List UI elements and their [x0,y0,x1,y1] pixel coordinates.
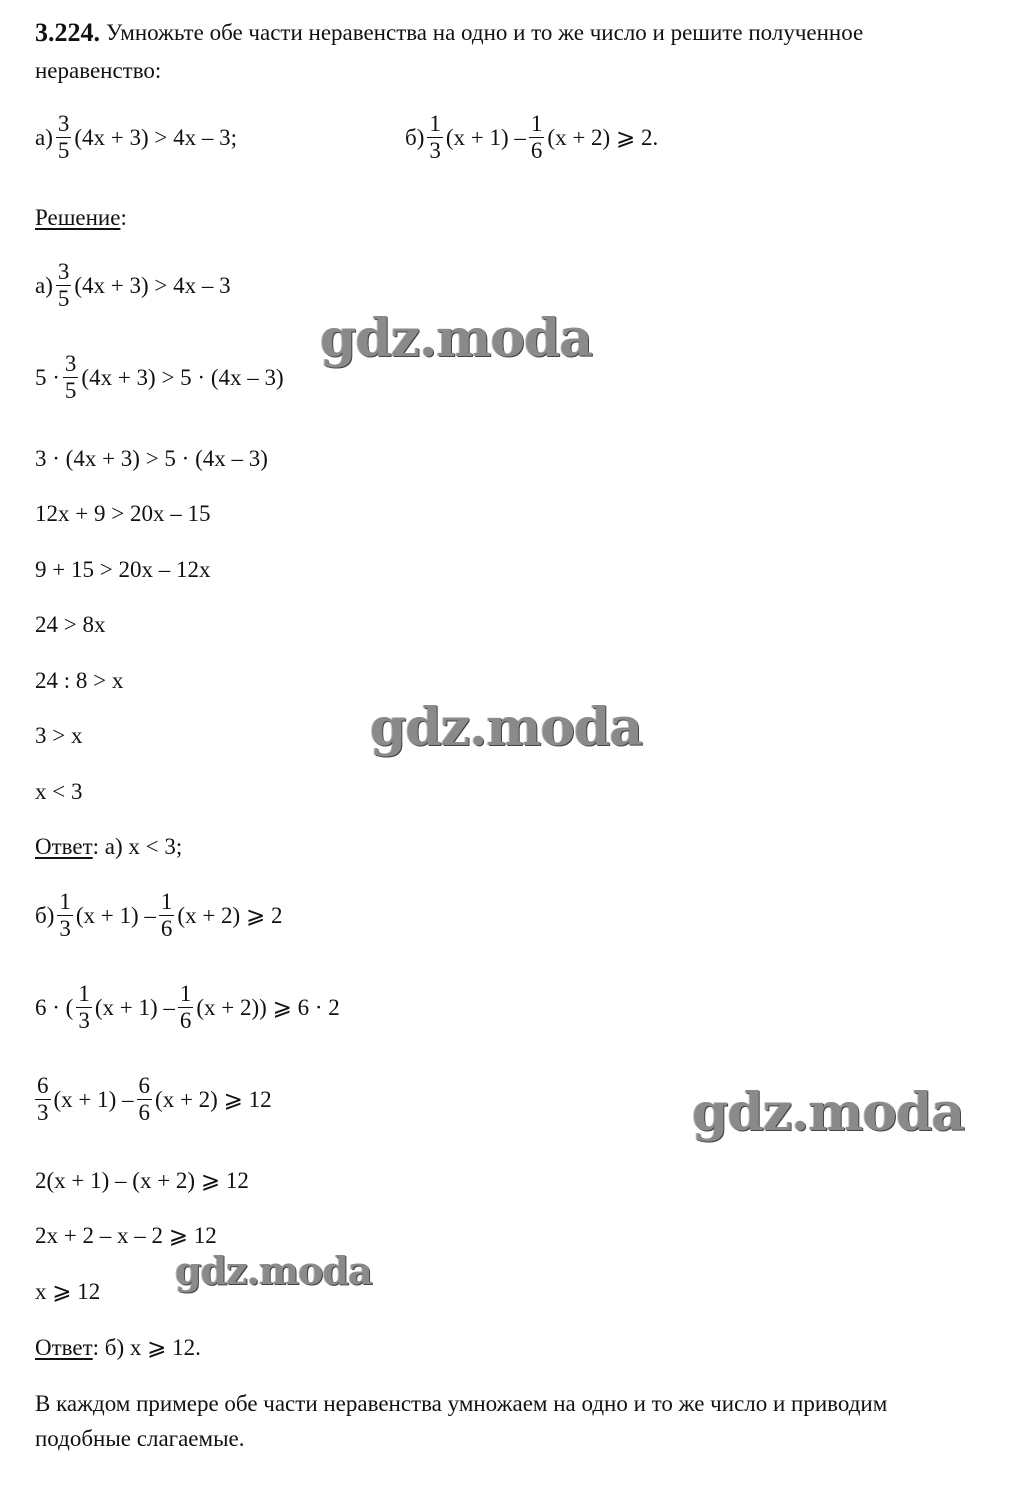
step-line: 6 · ( $\frac{1}{3}$ (x + 1) – $\frac{1}{6}$ (x + 2)) ⩾ 6 · 2 [35,981,340,1034]
task-label: а) [35,124,53,150]
problem-line-2 [35,58,161,84]
conclusion-line-1: В каждом примере обе части неравенства умножаем на одно и то же число и приводим [35,1391,888,1416]
step-line: 9 + 15 > 20x – 12x [35,557,211,582]
step-line: x < 3 [35,779,83,804]
fraction: $\frac{3}{5}$ [64,351,77,404]
answer-text: : б) x ⩾ 12. [92,1335,201,1360]
task-expression: (4x + 3) > 4x – 3; [74,124,238,150]
answer-b [35,1335,201,1361]
answer-text: : а) x < 3; [92,834,183,859]
task-a [35,112,237,163]
fraction: $\frac{1}{3}$ [78,981,90,1034]
watermark: gdz.moda [175,1248,372,1293]
step-line: а) $\frac{3}{5}$ (4x + 3) > 4x – 3 [35,259,231,312]
step-line: 24 > 8x [35,612,106,637]
fraction: $\frac{1}{3}$ [429,111,441,164]
problem-text-cont: неравенство: [35,58,162,83]
fraction: $\frac{1}{6}$ [530,111,543,164]
problem-text: Умножьте обе части неравенства на одно и то же число и решите полученное [106,20,864,45]
fraction: $\frac{1}{6}$ [179,981,192,1034]
fraction: $\frac{6}{6}$ [138,1073,151,1126]
task-expression: (x + 1) – [445,124,526,150]
fraction: $\frac{3}{5}$ [57,259,70,312]
step-line: 3 · (4x + 3) > 5 · (4x – 3) [35,446,268,471]
fraction: $\frac{1}{6}$ [160,889,173,942]
step-line: $\frac{6}{3}$ (x + 1) – $\frac{6}{6}$ (x + 2) ⩾ 12 [37,1073,272,1126]
fraction: $\frac{1}{3}$ [59,889,71,942]
watermark: gdz.moda [320,308,593,369]
task-label: б) [405,124,425,150]
task-b [405,112,658,163]
solution-label: Решение [35,205,121,230]
problem-line-1 [35,18,863,48]
step-line: б) $\frac{1}{3}$ (x + 1) – $\frac{1}{6}$ (x + 2) ⩾ 2 [35,889,283,942]
step-line: 24 : 8 > x [35,668,124,693]
problem-number: 3.224. [35,18,100,47]
fraction: $\frac{3}{5}$ [57,111,70,164]
solution-heading: Решение : [35,205,127,230]
watermark: gdz.moda [692,1082,965,1143]
step-line: 2(x + 1) – (x + 2) ⩾ 12 [35,1168,249,1193]
step-line: 5 · $\frac{3}{5}$ (4x + 3) > 5 · (4x – 3) [35,351,284,404]
answer-a [35,834,182,860]
conclusion-line-2: подобные слагаемые. [35,1426,245,1451]
watermark: gdz.moda [370,697,643,758]
answer-label: Ответ [35,1335,93,1360]
step-line: 3 > x [35,723,83,748]
step-line: x ⩾ 12 [35,1279,101,1304]
step-line: 2x + 2 – x – 2 ⩾ 12 [35,1223,217,1248]
task-expression: (x + 2) ⩾ 2. [547,124,659,150]
answer-label: Ответ [35,834,93,859]
fraction: $\frac{6}{3}$ [37,1073,49,1126]
step-line: 12x + 9 > 20x – 15 [35,501,211,526]
